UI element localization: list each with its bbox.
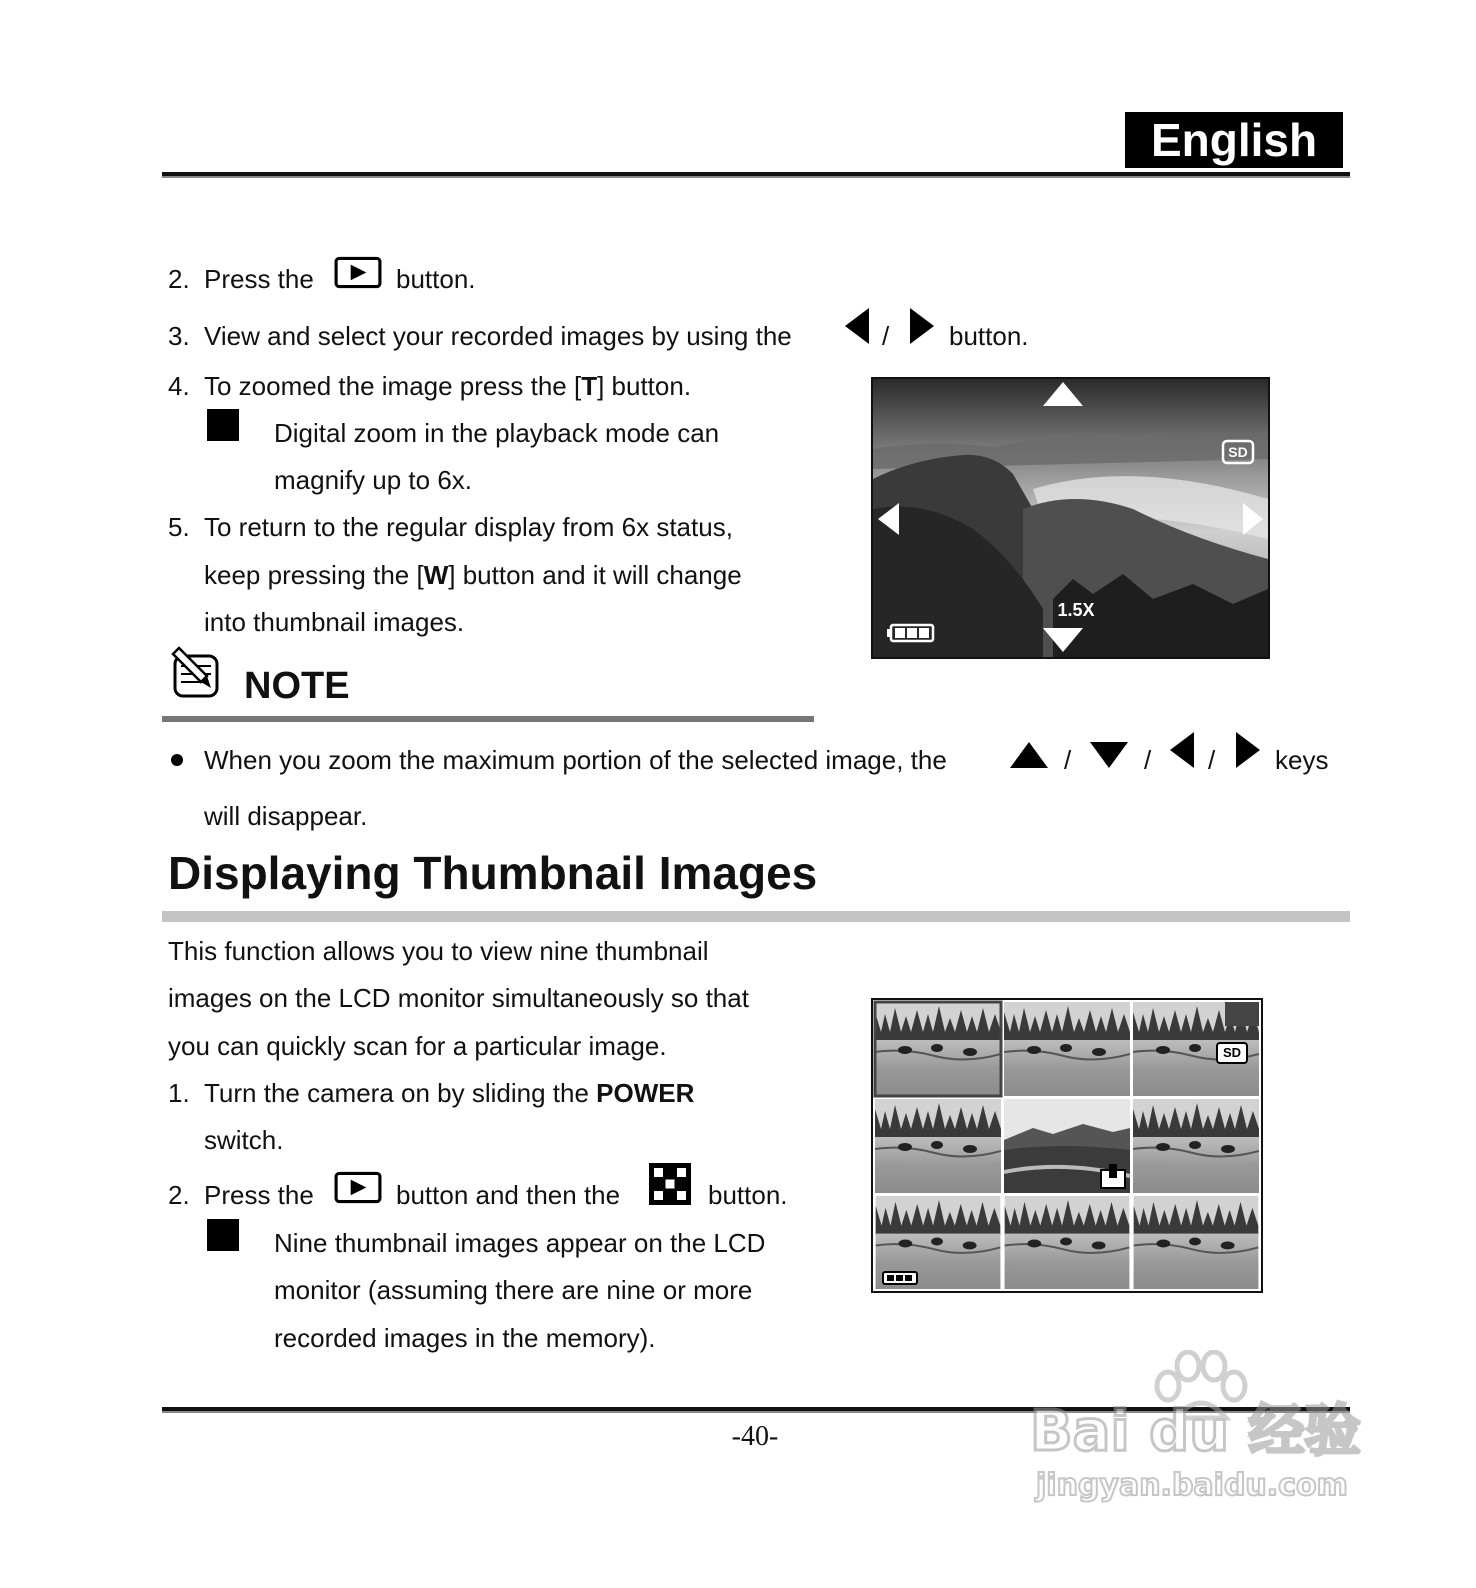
section-title: Displaying Thumbnail Images xyxy=(168,847,818,899)
bullet-square-icon xyxy=(207,1219,239,1251)
section-step-2-middle: button and then the xyxy=(396,1180,621,1210)
step-text-end: ] button and it will change xyxy=(448,560,742,590)
thumbnail-5-selected xyxy=(1004,1099,1130,1193)
step-number: 1. xyxy=(168,1078,190,1108)
step-number: 2. xyxy=(168,1180,190,1210)
power-keyword: POWER xyxy=(596,1078,695,1108)
zoom-note-line-2: magnify up to 6x. xyxy=(274,465,472,495)
step-text: keep pressing the [ xyxy=(204,560,424,590)
thumbnail-9 xyxy=(1134,1196,1259,1289)
left-arrow-icon xyxy=(843,306,871,346)
step-2-playback xyxy=(168,264,314,294)
step-number: 4. xyxy=(168,371,190,401)
sd-card-label: SD xyxy=(1228,444,1248,460)
left-arrow-icon xyxy=(1168,730,1196,770)
intro-line-1: This function allows you to view nine thumbnail xyxy=(168,936,709,966)
watermark-url: jingyan.baidu.com xyxy=(1036,1468,1348,1503)
zoom-level: 1.5X xyxy=(1057,600,1095,620)
separator: / xyxy=(1208,745,1216,775)
zoom-playback-screen xyxy=(871,377,1270,659)
battery-icon xyxy=(883,1272,917,1284)
key-w: W xyxy=(423,560,449,590)
note-pencil-icon xyxy=(167,646,223,700)
thumbnail-grid xyxy=(873,1000,1261,1291)
section-step-2-suffix: button. xyxy=(708,1180,788,1210)
thumb-note-line-3: recorded images in the memory). xyxy=(274,1323,656,1353)
right-arrow-icon xyxy=(1234,730,1262,770)
intro-line-2: images on the LCD monitor simultaneously so that xyxy=(168,983,749,1013)
sd-card-label: SD xyxy=(1222,1045,1242,1060)
key-t: T xyxy=(581,371,598,401)
intro-line-3: you can quickly scan for a particular image. xyxy=(168,1031,667,1061)
step-4-zoom xyxy=(168,371,691,401)
section-step-1-line-2: switch. xyxy=(204,1125,284,1155)
step-text: To return to the regular display from 6x status, xyxy=(204,512,733,542)
thumbnail-8 xyxy=(1005,1196,1130,1289)
right-arrow-icon xyxy=(908,306,936,346)
bullet-dot-icon xyxy=(171,754,183,766)
corner-indicator xyxy=(1225,1002,1259,1026)
separator: / xyxy=(1144,745,1152,775)
step-number: 5. xyxy=(168,512,190,542)
step-number: 2. xyxy=(168,264,190,294)
thumb-note-line-2: monitor (assuming there are nine or more xyxy=(274,1275,753,1305)
playback-button-icon xyxy=(334,1171,382,1205)
separator: / xyxy=(1064,745,1072,775)
step-5-line-3: into thumbnail images. xyxy=(204,607,465,637)
section-rule xyxy=(162,911,1350,922)
down-arrow-icon xyxy=(1088,740,1130,770)
thumbnail-grid-icon xyxy=(649,1163,691,1205)
page-number: -40- xyxy=(731,1421,779,1452)
step-5-line-2 xyxy=(204,560,742,590)
step-text: Press the xyxy=(204,264,314,294)
baidu-watermark xyxy=(1030,1350,1376,1520)
thumbnail-2 xyxy=(1004,1002,1130,1096)
header-rule-shadow xyxy=(162,176,1350,178)
thumbnail-1 xyxy=(875,1002,1001,1096)
step-text: Press the xyxy=(204,1180,314,1210)
separator: / xyxy=(882,321,890,351)
section-step-2 xyxy=(168,1180,314,1210)
bullet-square-icon xyxy=(207,409,239,441)
zoom-note-line-1: Digital zoom in the playback mode can xyxy=(274,418,720,448)
note-rule xyxy=(162,716,814,722)
step-3-suffix: button. xyxy=(949,321,1029,351)
playback-button-icon xyxy=(334,256,382,290)
note-bullet-text: When you zoom the maximum portion of the selected image, the xyxy=(204,745,947,775)
step-5-return xyxy=(168,512,733,542)
step-text: Turn the camera on by sliding the xyxy=(204,1078,597,1108)
step-text-end: ] button. xyxy=(597,371,692,401)
step-text: To zoomed the image press the [ xyxy=(204,371,582,401)
note-line-2: will disappear. xyxy=(204,801,368,831)
thumbnail-4 xyxy=(875,1099,1001,1193)
step-3-navigate xyxy=(168,321,792,351)
note-keys-word: keys xyxy=(1275,745,1329,775)
thumbnail-6 xyxy=(1133,1099,1259,1193)
section-step-1 xyxy=(168,1078,694,1108)
watermark-brand: Bai du 经验 xyxy=(1030,1399,1361,1464)
step-2-suffix: button. xyxy=(396,264,476,294)
thumb-note-line-1: Nine thumbnail images appear on the LCD xyxy=(274,1228,766,1258)
note-label: NOTE xyxy=(244,665,350,707)
step-text: View and select your recorded images by using the xyxy=(204,321,792,351)
language-tag: English xyxy=(1125,112,1343,168)
step-number: 3. xyxy=(168,321,190,351)
thumbnail-screen xyxy=(871,998,1263,1293)
up-arrow-icon xyxy=(1008,740,1050,770)
